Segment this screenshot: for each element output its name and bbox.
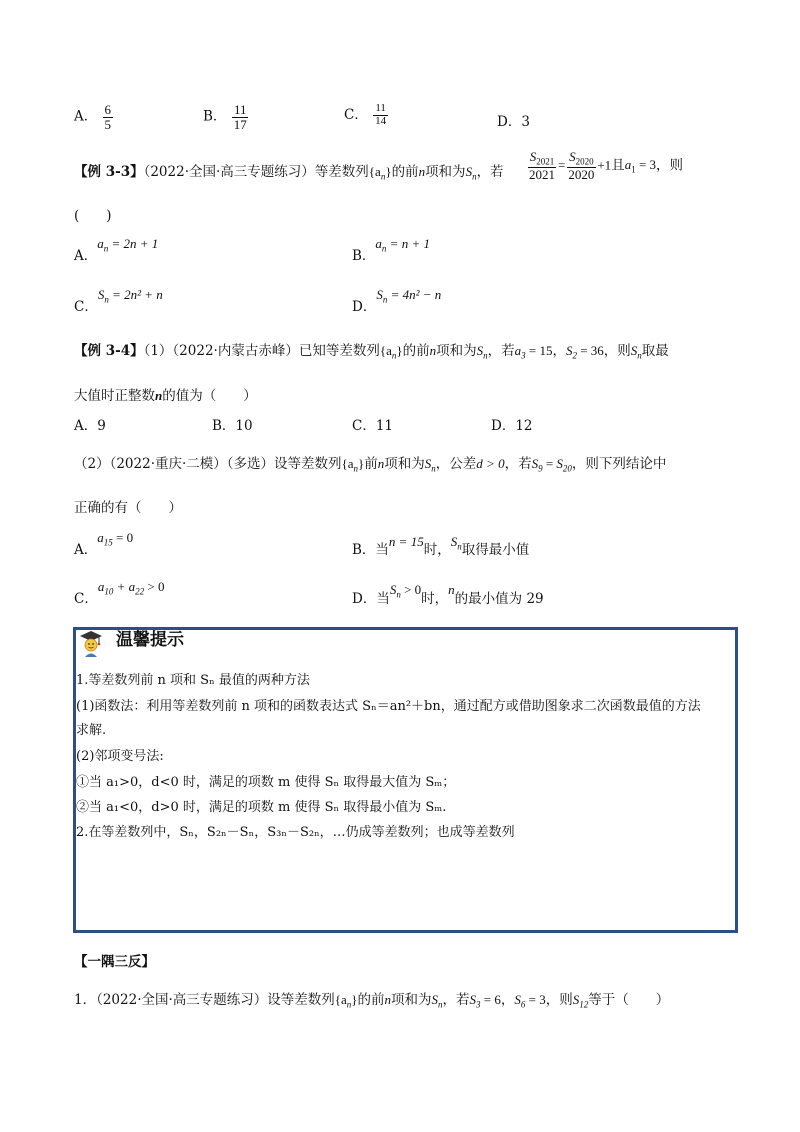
source: （2022·全国·高三专题练习） [143, 164, 315, 180]
text: ， [500, 992, 515, 1008]
d-positive: d > 0 [476, 456, 505, 471]
practice-heading: 【一隅三反】 [74, 954, 155, 970]
example-3-3-stem [74, 160, 504, 182]
text: = 2n² + n [108, 287, 163, 302]
denominator: 14 [375, 115, 387, 127]
sub: n [104, 294, 109, 305]
s2-eq [565, 343, 604, 361]
sub: 20 [562, 463, 572, 474]
text: S [376, 287, 383, 302]
text: 的最小值为 29 [454, 591, 544, 607]
text: S [389, 582, 397, 597]
formula [97, 530, 134, 548]
tip-line-2: (1)函数法：利用等差数列前 n 项和的函数表达式 Sₙ＝an²＋bn，通过配方或借助图象求二次函数最值的方法 [76, 699, 701, 714]
example-3-4-stem [74, 339, 669, 361]
text: + a [113, 579, 136, 594]
sub: 3 [521, 350, 526, 361]
option-label: C． [74, 591, 98, 607]
fraction [232, 103, 249, 131]
option-label: A． [74, 248, 98, 264]
text: 项和为 [391, 992, 432, 1008]
sub: n [103, 243, 109, 254]
option-label: B．当 [352, 542, 389, 558]
text: ，若 [442, 992, 470, 1008]
example-3-4-part2-line2: 正确的有（ ） [74, 500, 182, 516]
text: S [630, 343, 638, 358]
text: > 0 [400, 582, 422, 597]
text: {a [368, 164, 381, 179]
text: ，则 [656, 157, 684, 174]
text: = 15 [525, 343, 553, 358]
sub: 3 [476, 999, 481, 1010]
text: 时， [423, 542, 451, 558]
text: 的前 [391, 164, 419, 180]
text: S [431, 992, 439, 1007]
text: = 36 [576, 343, 604, 358]
denominator: 5 [104, 116, 112, 132]
text: S [450, 534, 458, 549]
text: 时， [421, 591, 449, 607]
fraction [103, 103, 114, 131]
sub: n [637, 350, 642, 361]
text: 1．（2022·全国·高三专题练习）设等差数列 [74, 992, 335, 1008]
text: = n + 1 [386, 236, 430, 251]
prev-option-b [203, 103, 250, 131]
text: a [624, 157, 632, 173]
sum-sn [630, 343, 642, 361]
formula [389, 582, 422, 600]
tip-line-7: 2.在等差数列中，Sₙ，S₂ₙ－Sₙ，S₃ₙ－S₂ₙ，…仍成等差数列；也成等差数列 [76, 825, 515, 840]
text: = 3 [635, 157, 657, 173]
sequence [368, 164, 392, 182]
text: S [572, 992, 580, 1007]
text: S [531, 456, 539, 471]
var-n: n [377, 456, 385, 471]
var-n: n [448, 582, 455, 597]
text: 取得最小值 [461, 542, 530, 558]
tip-line-1: 1.等差数列前 n 项和 Sₙ 最值的两种方法 [76, 673, 310, 688]
text: a [375, 236, 382, 251]
numerator: 11 [375, 102, 386, 115]
ex34-option-b: B．10 [212, 418, 253, 434]
formula [97, 287, 163, 305]
text: {a [379, 343, 392, 358]
text: } [351, 992, 358, 1007]
text: > 0 [144, 579, 165, 594]
sequence [341, 456, 365, 474]
sub: 15 [103, 537, 113, 548]
sequence [334, 992, 358, 1010]
denominator: 17 [233, 116, 247, 132]
var-n: n [384, 992, 392, 1007]
example-3-3-equation [526, 150, 683, 182]
text: ， [552, 343, 566, 359]
text: a [97, 579, 105, 594]
text: 的前 [402, 343, 430, 359]
prev-option-d: D．3 [497, 114, 530, 130]
text: ，则下列结论中 [571, 456, 667, 472]
sub: n [396, 589, 401, 600]
sum-sn [476, 343, 488, 361]
equals: = [558, 157, 566, 173]
text: } [385, 164, 392, 179]
text: = [542, 456, 557, 471]
text: 大值时正整数 [74, 388, 155, 404]
option-label: D． [352, 299, 377, 315]
text: S [514, 992, 521, 1007]
numerator: 11 [233, 102, 247, 117]
text: 且 [611, 157, 625, 174]
sub: n [438, 999, 443, 1010]
ex34-option-a: A．9 [74, 418, 106, 434]
text: S [565, 343, 573, 358]
text: S [476, 343, 484, 358]
prev-option-a [74, 103, 114, 131]
ex34-p2-option-b [352, 530, 530, 558]
text: = 6 [480, 992, 501, 1007]
s6-eq [514, 992, 546, 1010]
sub: n [391, 350, 397, 361]
sub: 2 [572, 350, 577, 361]
text: 项和为 [425, 164, 466, 180]
text: 等于（ ） [588, 992, 670, 1008]
ex34-p2-option-d [352, 578, 544, 607]
text: 的值为（ ） [162, 388, 257, 404]
formula: n = 15 [388, 534, 424, 549]
s9-eq-s20 [531, 456, 572, 474]
ex33-option-d [352, 283, 442, 315]
text: = 0 [112, 530, 134, 545]
text: S [556, 456, 563, 471]
formula [97, 236, 159, 254]
text: } [358, 456, 365, 471]
ex34-option-c: C．11 [352, 418, 394, 434]
tip-line-4: (2)邻项变号法: [76, 749, 164, 764]
example-3-4-part2 [74, 452, 666, 474]
text: 取最 [641, 343, 669, 359]
fraction [566, 150, 596, 182]
sub: n [381, 243, 387, 254]
text: S [97, 287, 105, 302]
tip-title: 温馨提示 [116, 630, 184, 650]
text: a [97, 530, 104, 545]
text: a [97, 236, 104, 251]
sub: 12 [579, 999, 589, 1010]
plus-one: +1 [597, 157, 612, 173]
text: ，若 [487, 343, 515, 359]
text: = 3 [525, 992, 546, 1007]
prev-option-c [344, 103, 389, 128]
text: = 2n + 1 [108, 236, 159, 251]
sub: 10 [104, 586, 114, 597]
sub: n [483, 350, 488, 361]
example-tag: 【例 3-3】 [74, 164, 144, 180]
option-label: A． [74, 108, 98, 125]
ex33-option-b [352, 232, 430, 264]
sum-sn [465, 164, 477, 182]
example-3-3-paren: ( ) [74, 208, 112, 224]
denominator: 2021 [529, 167, 555, 183]
sub: 2021 [536, 156, 555, 167]
sub: 6 [520, 999, 526, 1010]
text: = 4n² − n [387, 287, 442, 302]
text: ，则 [545, 992, 573, 1008]
practice-question-1 [74, 988, 669, 1010]
text: ，若 [476, 164, 504, 180]
professor-icon [78, 630, 104, 658]
tip-line-6: ②当 a₁<0，d>0 时，满足的项数 m 使得 Sₙ 取得最小值为 Sₘ. [76, 800, 447, 815]
sum-sn [431, 992, 443, 1010]
text: （2）（2022·重庆·二模）（多选）设等差数列 [74, 456, 342, 472]
option-label: C． [344, 107, 368, 123]
text: ，则 [603, 343, 631, 359]
var-n: n [155, 388, 163, 403]
text: 的前 [357, 992, 385, 1008]
option-label: B． [203, 108, 227, 125]
var-n: n [429, 343, 437, 358]
s3-eq [469, 992, 501, 1010]
example-3-4-line2 [74, 384, 257, 404]
ex34-option-d: D．12 [491, 418, 533, 434]
text: 项和为 [384, 456, 425, 472]
text: 项和为 [436, 343, 477, 359]
text: S [529, 149, 537, 164]
a3-eq [514, 343, 553, 361]
text: （1）（2022·内蒙古赤峰）已知等差数列 [143, 343, 380, 359]
example-tag: 【例 3-4】 [74, 343, 144, 359]
sub: 1 [631, 164, 636, 175]
text: S [569, 149, 576, 164]
option-label: B． [352, 248, 376, 264]
text: a [514, 343, 522, 358]
text: ，若 [504, 456, 532, 472]
fraction [373, 103, 388, 127]
var-n: n [418, 164, 426, 179]
text: 等差数列 [314, 164, 369, 180]
text: {a [341, 456, 354, 471]
sub: n [380, 171, 386, 182]
ex34-p2-option-c [74, 575, 165, 607]
sub: n [382, 294, 388, 305]
text: S [469, 992, 477, 1007]
sub: 9 [538, 463, 543, 474]
sub: n [346, 999, 352, 1010]
a1-eq [624, 157, 657, 175]
sub: n [353, 463, 359, 474]
sequence [379, 343, 403, 361]
sub: 22 [135, 586, 145, 597]
fraction [527, 150, 557, 182]
option-label: D．当 [352, 591, 390, 607]
tip-line-3: 求解. [76, 723, 107, 738]
sub: n [431, 463, 436, 474]
option-label: C． [74, 299, 98, 315]
ex34-p2-option-a [74, 526, 134, 558]
sub: 2020 [575, 156, 594, 167]
ex33-option-a [74, 232, 159, 264]
sub: n [472, 171, 477, 182]
formula [375, 236, 430, 254]
formula [376, 287, 442, 305]
numerator: 6 [104, 102, 112, 117]
denominator: 2020 [568, 167, 595, 183]
tip-line-5: ①当 a₁>0，d<0 时，满足的项数 m 使得 Sₙ 取得最大值为 Sₘ； [76, 775, 456, 790]
formula [97, 579, 165, 597]
text: S [424, 456, 432, 471]
option-label: A． [74, 542, 98, 558]
s12 [572, 992, 589, 1010]
text: S [465, 164, 473, 179]
sum-sn [424, 456, 436, 474]
sub: n [457, 541, 462, 552]
text: {a [334, 992, 347, 1007]
text: ，公差 [435, 456, 477, 472]
text: } [396, 343, 403, 358]
text: 前 [364, 456, 378, 472]
sum-sn [450, 534, 462, 552]
ex33-option-c [74, 283, 163, 315]
